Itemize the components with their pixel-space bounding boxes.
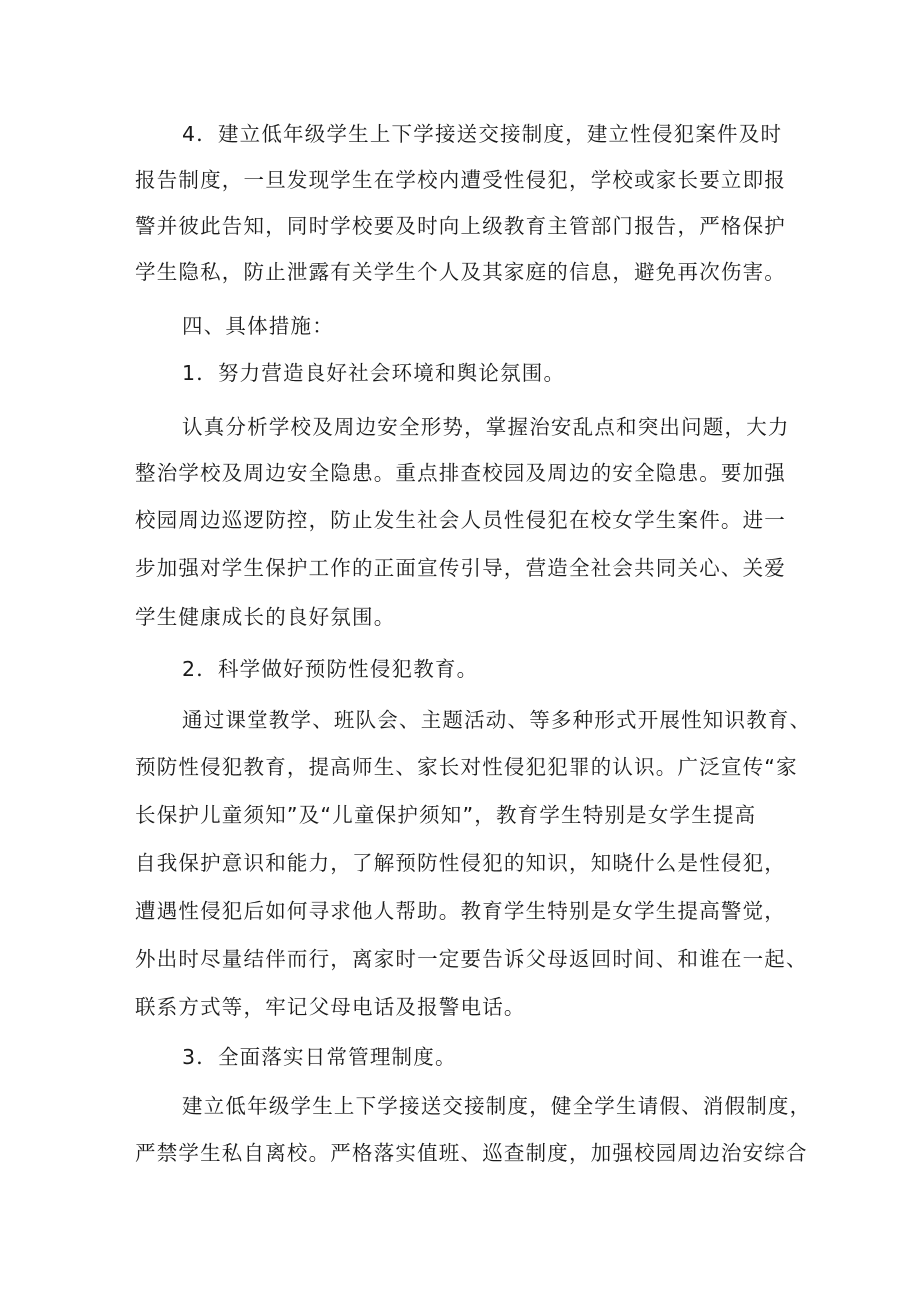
text-line: 校园周边巡逻防控，防止发生社会人员性侵犯在校女学生案件。进一 [135,508,786,532]
text-line: 长保护儿童须知”及“儿童保护须知”，教育学生特别是女学生提高 [135,803,757,827]
text-line: 警并彼此告知，同时学校要及时向上级教育主管部门报告，严格保护 [135,214,786,238]
text-line: 学生健康成长的良好氛围。 [135,605,396,629]
text-line: 预防性侵犯教育，提高师生、家长对性侵犯犯罪的认识。广泛宣传“家 [135,755,798,779]
subsection-heading: 1．努力营造良好社会环境和舆论氛围。 [182,361,566,385]
text-line: 联系方式等，牢记父母电话及报警电话。 [135,995,526,1019]
text-line: 步加强对学生保护工作的正面宣传引导，营造全社会共同关心、关爱 [135,556,786,580]
text-line: 4．建立低年级学生上下学接送交接制度，建立性侵犯案件及时 [182,122,783,146]
section-heading: 四、具体措施： [182,314,334,338]
subsection-heading: 2．科学做好预防性侵犯教育。 [182,657,479,681]
text-line: 外出时尽量结伴而行，离家时一定要告诉父母返回时间、和谁在一起、 [135,947,808,971]
subsection-heading: 3．全面落实日常管理制度。 [182,1045,457,1069]
text-line: 报告制度，一旦发现学生在学校内遭受性侵犯，学校或家长要立即报 [135,168,786,192]
text-line: 认真分析学校及周边安全形势，掌握治安乱点和突出问题，大力 [182,415,790,439]
text-line: 整治学校及周边安全隐患。重点排查校园及周边的安全隐患。要加强 [135,461,786,485]
text-line: 严禁学生私自离校。严格落实值班、巡查制度，加强校园周边治安综合 [135,1141,808,1165]
text-line: 通过课堂教学、班队会、主题活动、等多种形式开展性知识教育、 [182,708,812,732]
text-line: 学生隐私，防止泄露有关学生个人及其家庭的信息，避免再次伤害。 [135,260,786,284]
text-line: 遭遇性侵犯后如何寻求他人帮助。教育学生特别是女学生提高警觉， [135,899,786,923]
text-line: 自我保护意识和能力，了解预防性侵犯的知识，知晓什么是性侵犯， [135,851,786,875]
text-line: 建立低年级学生上下学接送交接制度，健全学生请假、消假制度， [182,1094,812,1118]
